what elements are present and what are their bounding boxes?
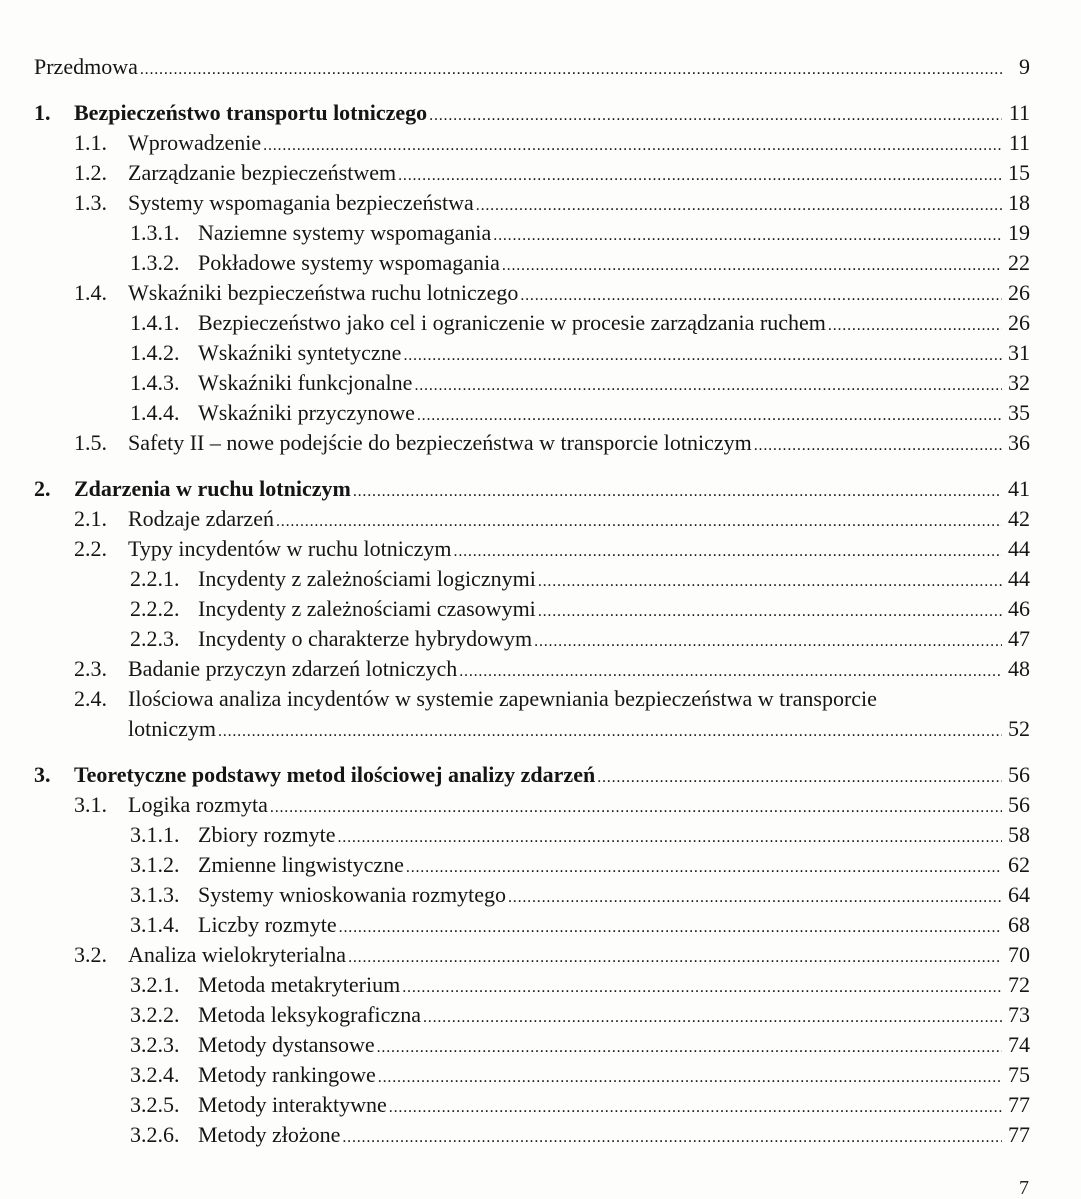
toc-entry-title: Metody dystansowe bbox=[198, 1032, 375, 1057]
toc-entry-title: Metody interaktywne bbox=[198, 1092, 387, 1117]
dot-leader bbox=[502, 251, 1002, 281]
toc-entry-number: 1.2. bbox=[74, 160, 107, 185]
toc-entry-page: 64 bbox=[1008, 882, 1030, 907]
toc-entry-title: Incydenty z zależnościami logicznymi bbox=[198, 566, 536, 591]
toc-entry-number: 1.5. bbox=[74, 430, 107, 455]
toc-entry-title: Analiza wielokryterialna bbox=[128, 942, 347, 967]
toc-entry-page: 48 bbox=[1008, 656, 1030, 681]
toc-entry-title: Incydenty o charakterze hybrydowym bbox=[198, 626, 533, 651]
dot-leader bbox=[342, 1123, 1002, 1153]
toc-entry-page: 11 bbox=[1008, 130, 1030, 155]
toc-entry-page: 19 bbox=[1008, 220, 1030, 245]
toc-entry-title: Metoda leksykograficzna bbox=[198, 1002, 421, 1027]
dot-leader bbox=[263, 131, 1002, 161]
toc-entry-c3-1 bbox=[34, 790, 1030, 820]
toc-entry-c2-2-2 bbox=[34, 594, 1030, 624]
toc-entry-page: 22 bbox=[1008, 250, 1030, 275]
dot-leader bbox=[459, 657, 1002, 687]
toc-entry-title: Safety II – nowe podejście do bezpieczeństwa w transporcie lotniczym bbox=[128, 430, 752, 455]
toc-entry-przedmowa bbox=[34, 52, 1030, 82]
toc-entry-number: 1.4.4. bbox=[130, 400, 180, 425]
dot-leader bbox=[270, 793, 1002, 823]
toc-entry-title: Metody rankingowe bbox=[198, 1062, 376, 1087]
toc-entry-number: 1. bbox=[34, 100, 51, 125]
toc-entry-number: 3. bbox=[34, 762, 51, 787]
toc-entry-number: 1.3.2. bbox=[130, 250, 180, 275]
toc-entry-title: Zarządzanie bezpieczeństwem bbox=[128, 160, 397, 185]
dot-leader bbox=[508, 883, 1002, 913]
toc-entry-number: 2.2.3. bbox=[130, 626, 180, 651]
dot-leader bbox=[218, 717, 1002, 747]
toc-entry-title: Zmienne lingwistyczne bbox=[198, 852, 404, 877]
toc-entry-page: 18 bbox=[1008, 190, 1030, 215]
dot-leader bbox=[337, 823, 1002, 853]
toc-entry-number: 2.4. bbox=[74, 686, 107, 711]
dot-leader bbox=[423, 1003, 1002, 1033]
toc-entry-page: 70 bbox=[1008, 942, 1030, 967]
toc-entry-page: 52 bbox=[1008, 716, 1030, 741]
toc-entry-c1-4-4 bbox=[34, 398, 1030, 428]
toc-entry-title: Metody złożone bbox=[198, 1122, 341, 1147]
toc-entry-c3-2-4 bbox=[34, 1060, 1030, 1090]
toc-entry-number: 3.2.6. bbox=[130, 1122, 180, 1147]
toc-entry-number: 1.4.3. bbox=[130, 370, 180, 395]
toc-entry-number: 3.2.5. bbox=[130, 1092, 180, 1117]
toc-entry-c1-3-2 bbox=[34, 248, 1030, 278]
toc-entry-page: 73 bbox=[1008, 1002, 1030, 1027]
toc-entry-number: 1.4.1. bbox=[130, 310, 180, 335]
toc-entry-title: Logika rozmyta bbox=[128, 792, 268, 817]
toc-entry-c3-2-1 bbox=[34, 970, 1030, 1000]
toc-entry-c2-1 bbox=[34, 504, 1030, 534]
toc-entry-page: 26 bbox=[1008, 310, 1030, 335]
toc-entry-page: 68 bbox=[1008, 912, 1030, 937]
dot-leader bbox=[398, 161, 1002, 191]
dot-leader bbox=[417, 401, 1002, 431]
toc-entry-page: 15 bbox=[1008, 160, 1030, 185]
toc-entry-page: 9 bbox=[1019, 54, 1030, 79]
toc-entry-title: Rodzaje zdarzeń bbox=[128, 506, 274, 531]
toc-entry-title: Systemy wnioskowania rozmytego bbox=[198, 882, 506, 907]
toc-entry-page: 35 bbox=[1008, 400, 1030, 425]
dot-leader bbox=[538, 597, 1002, 627]
toc-entry-number: 1.3.1. bbox=[130, 220, 180, 245]
toc-entry-title: Bezpieczeństwo jako cel i ograniczenie w procesie zarządzania ruchem bbox=[198, 310, 826, 335]
toc-entry-c3 bbox=[34, 760, 1030, 790]
toc-entry-c1-4 bbox=[34, 278, 1030, 308]
dot-leader bbox=[476, 191, 1002, 221]
toc-entry-page: 56 bbox=[1008, 762, 1030, 787]
toc-entry-number: 3.2.4. bbox=[130, 1062, 180, 1087]
toc-entry-title: Zbiory rozmyte bbox=[198, 822, 336, 847]
toc-entry-title: Wskaźniki funkcjonalne bbox=[198, 370, 413, 395]
toc-entry-page: 44 bbox=[1008, 536, 1030, 561]
toc-entry-c2-2-1 bbox=[34, 564, 1030, 594]
toc-entry-page: 41 bbox=[1008, 476, 1030, 501]
dot-leader bbox=[414, 371, 1002, 401]
dot-leader bbox=[140, 55, 1002, 85]
dot-leader bbox=[754, 431, 1002, 461]
toc-entry-c1-4-2 bbox=[34, 338, 1030, 368]
dot-leader bbox=[597, 763, 1002, 793]
toc-entry-c3-2-5 bbox=[34, 1090, 1030, 1120]
toc-entry-number: 3.1. bbox=[74, 792, 107, 817]
toc-entry-number: 3.2.2. bbox=[130, 1002, 180, 1027]
dot-leader bbox=[389, 1093, 1002, 1123]
toc-entry-page: 75 bbox=[1008, 1062, 1030, 1087]
toc-entry-page: 58 bbox=[1008, 822, 1030, 847]
toc-entry-title: Wskaźniki przyczynowe bbox=[198, 400, 415, 425]
toc-entry-number: 1.3. bbox=[74, 190, 107, 215]
toc-entry-title: Pokładowe systemy wspomagania bbox=[198, 250, 500, 275]
toc-entry-c3-2 bbox=[34, 940, 1030, 970]
toc-entry-c1-3-1 bbox=[34, 218, 1030, 248]
toc-entry-page: 72 bbox=[1008, 972, 1030, 997]
dot-leader bbox=[377, 1033, 1002, 1063]
dot-leader bbox=[353, 477, 1002, 507]
toc-entry-c1-1 bbox=[34, 128, 1030, 158]
dot-leader bbox=[454, 537, 1002, 567]
toc-entry-title-continued: lotniczym bbox=[128, 716, 216, 741]
toc-entry-c2 bbox=[34, 474, 1030, 504]
toc-entry-page: 77 bbox=[1008, 1092, 1030, 1117]
toc-entry-c2-3 bbox=[34, 654, 1030, 684]
dot-leader bbox=[534, 627, 1002, 657]
toc-entry-title: Wskaźniki bezpieczeństwa ruchu lotniczego bbox=[128, 280, 519, 305]
dot-leader bbox=[378, 1063, 1002, 1093]
toc-entry-c2-4 bbox=[34, 684, 1030, 714]
toc-entry-c1-4-3 bbox=[34, 368, 1030, 398]
dot-leader bbox=[402, 973, 1002, 1003]
toc-entry-c1-3 bbox=[34, 188, 1030, 218]
toc-entry-number: 1.4. bbox=[74, 280, 107, 305]
toc-entry-c3-1-1 bbox=[34, 820, 1030, 850]
page-number: 7 bbox=[1019, 1177, 1029, 1199]
dot-leader bbox=[403, 341, 1002, 371]
toc-entry-number: 3.2. bbox=[74, 942, 107, 967]
toc-entry-title: Metoda metakryterium bbox=[198, 972, 401, 997]
toc-entry-c2-2-3 bbox=[34, 624, 1030, 654]
toc-entry-page: 74 bbox=[1008, 1032, 1030, 1057]
dot-leader bbox=[538, 567, 1002, 597]
toc-entry-number: 2. bbox=[34, 476, 51, 501]
toc-entry-page: 46 bbox=[1008, 596, 1030, 621]
dot-leader bbox=[276, 507, 1002, 537]
toc-entry-number: 2.2.1. bbox=[130, 566, 180, 591]
toc-entry-page: 31 bbox=[1008, 340, 1030, 365]
toc-entry-page: 77 bbox=[1008, 1122, 1030, 1147]
toc-entry-c2-2 bbox=[34, 534, 1030, 564]
toc-entry-c3-2-6 bbox=[34, 1120, 1030, 1150]
toc-entry-continuation bbox=[34, 714, 1030, 744]
dot-leader bbox=[429, 101, 1002, 131]
toc-entry-number: 3.1.2. bbox=[130, 852, 180, 877]
toc-entry-page: 56 bbox=[1008, 792, 1030, 817]
toc-entry-title: Bezpieczeństwo transportu lotniczego bbox=[74, 100, 428, 125]
toc-entry-number: 3.2.1. bbox=[130, 972, 180, 997]
toc-entry-title: Typy incydentów w ruchu lotniczym bbox=[128, 536, 452, 561]
toc-entry-number: 3.1.3. bbox=[130, 882, 180, 907]
toc-entry-c1-4-1 bbox=[34, 308, 1030, 338]
toc-entry-number: 2.3. bbox=[74, 656, 107, 681]
toc-entry-title: Naziemne systemy wspomagania bbox=[198, 220, 492, 245]
toc-entry-number: 3.1.1. bbox=[130, 822, 180, 847]
toc-entry-c3-2-2 bbox=[34, 1000, 1030, 1030]
toc-entry-title: Wskaźniki syntetyczne bbox=[198, 340, 402, 365]
toc-entry-c3-1-3 bbox=[34, 880, 1030, 910]
toc-entry-page: 32 bbox=[1008, 370, 1030, 395]
toc-entry-c1 bbox=[34, 98, 1030, 128]
dot-leader bbox=[348, 943, 1002, 973]
toc-entry-number: 3.1.4. bbox=[130, 912, 180, 937]
toc-entry-title: Incydenty z zależnościami czasowymi bbox=[198, 596, 536, 621]
toc-entry-title: Systemy wspomagania bezpieczeństwa bbox=[128, 190, 474, 215]
toc-entry-title: Zdarzenia w ruchu lotniczym bbox=[74, 476, 351, 501]
toc-entry-c3-1-2 bbox=[34, 850, 1030, 880]
toc-entry-page: 36 bbox=[1008, 430, 1030, 455]
toc-entry-page: 47 bbox=[1008, 626, 1030, 651]
toc-entry-number: 2.2.2. bbox=[130, 596, 180, 621]
toc-entry-title: Ilościowa analiza incydentów w systemie zapewniania bezpieczeństwa w transporcie bbox=[128, 686, 877, 711]
toc-entry-number: 2.2. bbox=[74, 536, 107, 561]
toc-entry-title: Badanie przyczyn zdarzeń lotniczych bbox=[128, 656, 458, 681]
toc-entry-title: Przedmowa bbox=[34, 54, 138, 79]
toc-entry-c1-5 bbox=[34, 428, 1030, 458]
toc-entry-page: 11 bbox=[1008, 100, 1030, 125]
table-of-contents bbox=[34, 52, 1030, 1150]
toc-entry-title: Liczby rozmyte bbox=[198, 912, 337, 937]
toc-entry-number: 3.2.3. bbox=[130, 1032, 180, 1057]
toc-entry-page: 62 bbox=[1008, 852, 1030, 877]
dot-leader bbox=[828, 311, 1002, 341]
toc-entry-title: Teoretyczne podstawy metod ilościowej analizy zdarzeń bbox=[74, 762, 596, 787]
toc-entry-title: Wprowadzenie bbox=[128, 130, 262, 155]
toc-entry-c3-1-4 bbox=[34, 910, 1030, 940]
toc-entry-c3-2-3 bbox=[34, 1030, 1030, 1060]
dot-leader bbox=[339, 913, 1002, 943]
toc-entry-page: 42 bbox=[1008, 506, 1030, 531]
toc-entry-number: 1.1. bbox=[74, 130, 107, 155]
toc-entry-page: 44 bbox=[1008, 566, 1030, 591]
toc-entry-number: 2.1. bbox=[74, 506, 107, 531]
dot-leader bbox=[520, 281, 1002, 311]
dot-leader bbox=[406, 853, 1002, 883]
dot-leader bbox=[493, 221, 1002, 251]
toc-entry-page: 26 bbox=[1008, 280, 1030, 305]
toc-entry-c1-2 bbox=[34, 158, 1030, 188]
toc-entry-number: 1.4.2. bbox=[130, 340, 180, 365]
